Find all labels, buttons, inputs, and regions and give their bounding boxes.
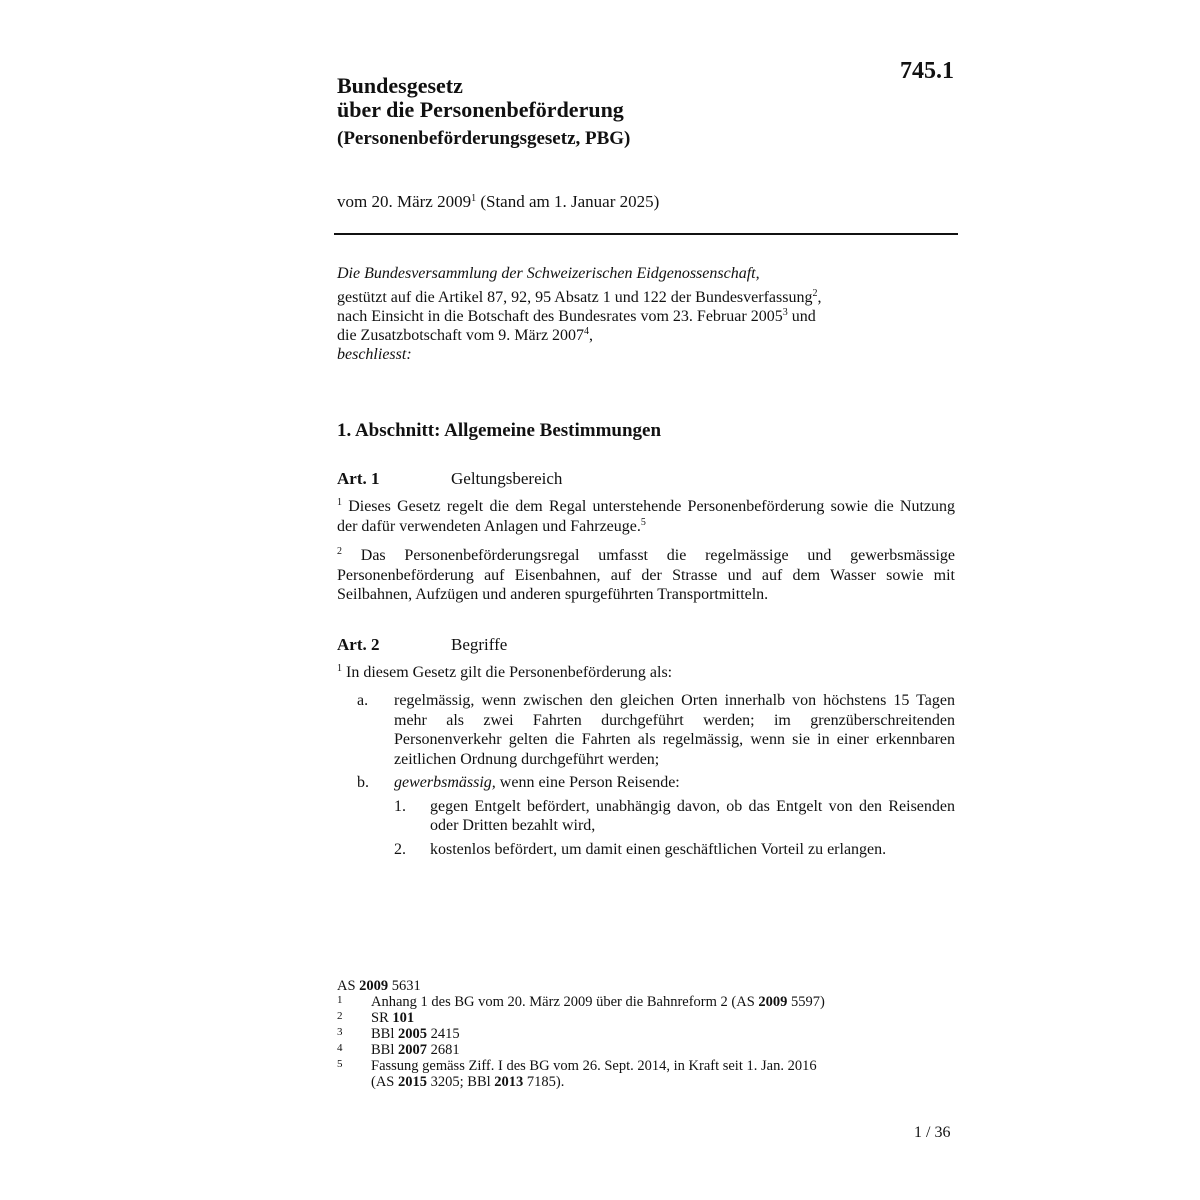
footnote-ref[interactable]: 5 <box>640 516 646 528</box>
footnote-ref[interactable]: 3 <box>782 307 788 318</box>
preamble-intro: Die Bundesversammlung der Schweizerischen Eidgenossenschaft, <box>337 265 760 282</box>
footnote-ref[interactable]: 2 <box>812 288 818 299</box>
footnote-ref[interactable]: 1 <box>471 193 477 204</box>
footnote: 3 BBl 2005 2415 <box>337 1026 460 1042</box>
footnote: 2 SR 101 <box>337 1010 415 1026</box>
footnote: 5 Fassung gemäss Ziff. I des BG vom 26. Sept. 2014, in Kraft seit 1. Jan. 2016 (AS 2015 3205; BBl 2013 7185). <box>337 1058 817 1090</box>
as-reference: AS 2009 5631 <box>337 978 421 994</box>
page-number: 1 / 36 <box>914 1124 951 1141</box>
article-title: Begriffe <box>451 635 508 654</box>
date-line <box>337 192 659 212</box>
sr-number: 745.1 <box>900 58 954 84</box>
art1-paragraph-2: $^2$ Das Personenbeförderungsregal umfasst die regelmässige und gewerbsmässige Personenbeförderung auf Eisenbahnen, auf der Strasse und auf dem Wasser sowie mit Seilbahnen, Aufzügen und anderen spurgeführten Transportmitteln. <box>337 546 955 603</box>
article-heading-1 <box>337 469 562 489</box>
status-text: (Stand am 1. Januar 2025) <box>476 192 660 211</box>
preamble <box>337 264 957 364</box>
sublist <box>357 797 955 860</box>
title-line-1: Bundesgesetz <box>337 73 463 98</box>
footnote: 1 Anhang 1 des BG vom 20. März 2009 über die Bahnreform 2 (AS 2009 5597) <box>337 994 825 1010</box>
header-divider <box>334 233 958 235</box>
article-number: Art. 1 <box>337 469 380 488</box>
law-title <box>337 74 624 122</box>
list-item: a. regelmässig, wenn zwischen den gleichen Orten innerhalb von höchstens 15 Tagen mehr als zwei Fahrten durchgeführt werden; im grenzüberschreitenden Personenverkehr gelten die Fahrten als regelmässig, wenn sie in einer erkennbaren zeitlichen Ordnung durchgeführt werden; <box>357 692 955 768</box>
list-item: b. gewerbsmässig, wenn eine Person Reisende: <box>357 774 680 791</box>
preamble-resolves: beschliesst: <box>337 346 412 363</box>
list-subitem: 2. kostenlos befördert, um damit einen geschäftlichen Vorteil zu erlangen. <box>394 840 887 858</box>
art1-paragraph-1: $^1$ Dieses Gesetz regelt die dem Regal unterstehende Personenbeförderung sowie die Nutzung der dafür verwendeten Anlagen und Fahrzeuge.$^5$ <box>337 497 955 535</box>
article-number: Art. 2 <box>337 635 380 654</box>
law-short-title: (Personenbeförderungsgesetz, PBG) <box>337 128 631 149</box>
date-text: vom 20. März 2009 <box>337 192 472 211</box>
list-subitem: 1. gegen Entgelt befördert, unabhängig davon, ob das Entgelt von den Reisenden oder Dritten bezahlt wird, <box>394 797 955 834</box>
definitions-list <box>357 691 955 863</box>
footnotes <box>337 978 937 1090</box>
article-heading-2 <box>337 635 507 655</box>
preamble-basis: gestützt auf die Artikel 87, 92, 95 Absatz 1 und 122 der Bundesverfassung$^2$, nach Einsicht in die Botschaft des Bundesrates vom 23. Februar 2005$^3$ und die Zusatzbotschaft vom 9. März 2007$^4$, <box>337 288 822 344</box>
article-title: Geltungsbereich <box>451 469 563 488</box>
footnote-ref[interactable]: 4 <box>584 326 590 337</box>
art2-paragraph-1: $^1$ In diesem Gesetz gilt die Personenbeförderung als: <box>337 663 673 681</box>
footnote: 4 BBl 2007 2681 <box>337 1042 460 1058</box>
section-heading: 1. Abschnitt: Allgemeine Bestimmungen <box>337 420 662 441</box>
title-line-2: über die Personenbeförderung <box>337 97 624 122</box>
